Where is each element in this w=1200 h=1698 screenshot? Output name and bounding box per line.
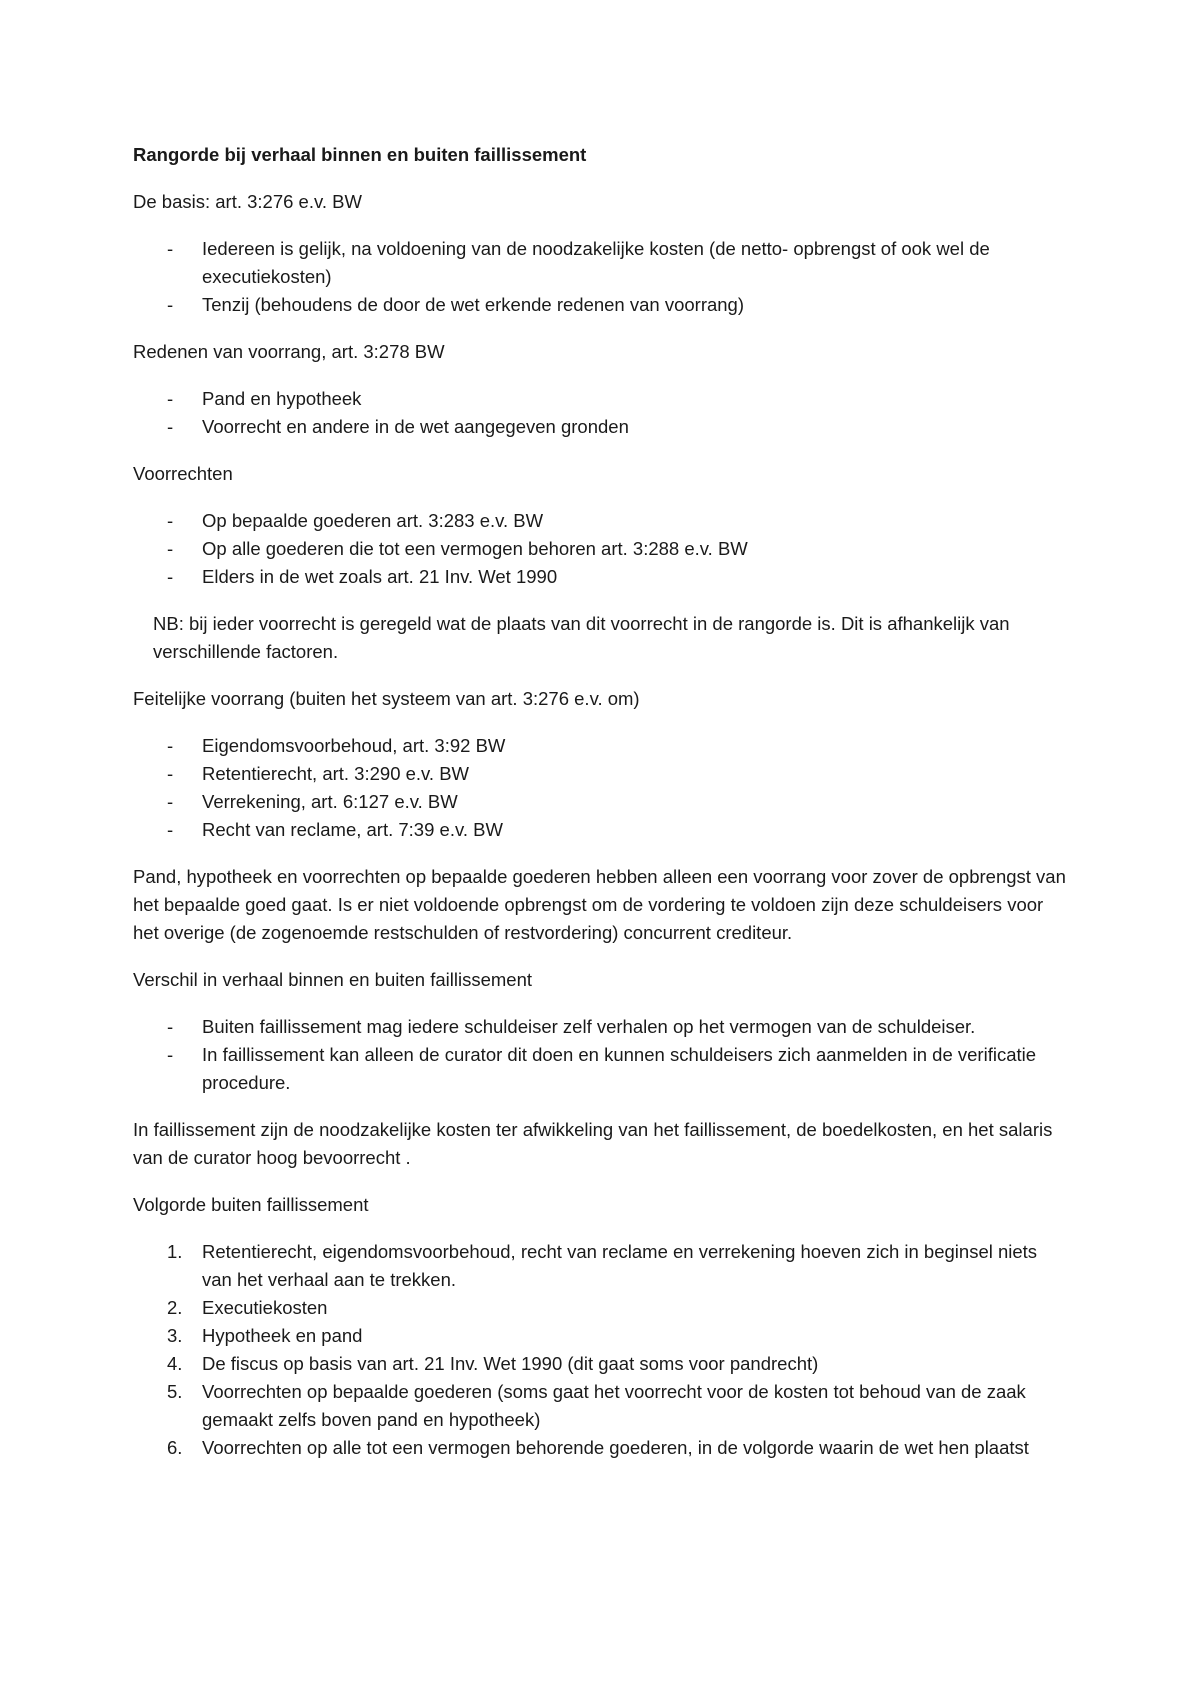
heading-basis: De basis: art. 3:276 e.v. BW xyxy=(133,191,362,212)
list-item-text: Elders in de wet zoals art. 21 Inv. Wet 1990 xyxy=(202,566,558,587)
numbered-item xyxy=(133,1294,1071,1322)
numbered-item-text: Retentierecht, eigendomsvoorbehoud, recht van reclame en verrekening hoeven zich in beginsel niets van het verhaal aan te trekken. xyxy=(202,1241,1038,1290)
list-item xyxy=(133,732,1071,760)
document-title: Rangorde bij verhaal binnen en buiten faillissement xyxy=(133,144,587,165)
list-item-text: Op bepaalde goederen art. 3:283 e.v. BW xyxy=(202,510,544,531)
bullet-marker: - xyxy=(167,388,174,409)
bullet-marker: - xyxy=(167,1016,174,1037)
bullet-marker: - xyxy=(167,566,174,587)
heading-verschil: Verschil in verhaal binnen en buiten faillissement xyxy=(133,969,533,990)
numbered-item xyxy=(133,1378,1071,1434)
list-item xyxy=(133,816,1071,844)
bullet-marker: - xyxy=(167,1044,174,1065)
list-item-text: Op alle goederen die tot een vermogen behoren art. 3:288 e.v. BW xyxy=(202,538,748,559)
bullet-marker: - xyxy=(167,819,174,840)
numbered-item-text: De fiscus op basis van art. 21 Inv. Wet 1990 (dit gaat soms voor pandrecht) xyxy=(202,1353,819,1374)
document-body xyxy=(133,141,1071,1481)
heading-feitelijke-voorrang: Feitelijke voorrang (buiten het systeem van art. 3:276 e.v. om) xyxy=(133,688,640,709)
list-item-text: In faillissement kan alleen de curator dit doen en kunnen schuldeisers zich aanmelden in de verificatie procedure. xyxy=(202,1044,1037,1093)
item-number: 1. xyxy=(167,1241,183,1262)
list-item xyxy=(133,563,1071,591)
numbered-item-text: Voorrechten op bepaalde goederen (soms gaat het voorrecht voor de kosten tot behoud van de zaak gemaakt zelfs boven pand en hypotheek) xyxy=(202,1381,1026,1430)
list-item xyxy=(133,385,1071,413)
list-item-text: Verrekening, art. 6:127 e.v. BW xyxy=(202,791,458,812)
bullet-marker: - xyxy=(167,791,174,812)
list-item xyxy=(133,291,1071,319)
list-item xyxy=(133,235,1071,291)
bullet-list-verschil xyxy=(133,1013,1071,1097)
bullet-marker: - xyxy=(167,416,174,437)
bullet-list-basis xyxy=(133,235,1071,319)
note-voorrechten: NB: bij ieder voorrecht is geregeld wat de plaats van dit voorrecht in de rangorde is. Dit is afhankelijk van verschillende factoren. xyxy=(153,613,1010,662)
list-item-text: Pand en hypotheek xyxy=(202,388,362,409)
bullet-marker: - xyxy=(167,238,174,259)
numbered-item xyxy=(133,1434,1071,1462)
numbered-item-text: Hypotheek en pand xyxy=(202,1325,363,1346)
item-number: 5. xyxy=(167,1381,183,1402)
item-number: 2. xyxy=(167,1297,183,1318)
numbered-list-volgorde xyxy=(133,1238,1071,1462)
heading-voorrechten: Voorrechten xyxy=(133,463,233,484)
numbered-item-text: Executiekosten xyxy=(202,1297,328,1318)
list-item xyxy=(133,788,1071,816)
numbered-item xyxy=(133,1322,1071,1350)
list-item xyxy=(133,760,1071,788)
list-item xyxy=(133,507,1071,535)
bullet-list-redenen xyxy=(133,385,1071,441)
numbered-item xyxy=(133,1350,1071,1378)
item-number: 6. xyxy=(167,1437,183,1458)
list-item-text: Iedereen is gelijk, na voldoening van de noodzakelijke kosten (de netto- opbrengst of ook wel de executiekosten) xyxy=(202,238,990,287)
list-item-text: Buiten faillissement mag iedere schuldeiser zelf verhalen op het vermogen van de schuldeiser. xyxy=(202,1016,976,1037)
list-item xyxy=(133,1041,1071,1097)
list-item-text: Eigendomsvoorbehoud, art. 3:92 BW xyxy=(202,735,506,756)
bullet-list-voorrechten xyxy=(133,507,1071,591)
list-item-text: Retentierecht, art. 3:290 e.v. BW xyxy=(202,763,470,784)
bullet-marker: - xyxy=(167,763,174,784)
heading-volgorde: Volgorde buiten faillissement xyxy=(133,1194,369,1215)
paragraph-boedelkosten: In faillissement zijn de noodzakelijke kosten ter afwikkeling van het faillissement, de boedelkosten, en het salaris van de curator hoog bevoorrecht . xyxy=(133,1119,1053,1168)
item-number: 4. xyxy=(167,1353,183,1374)
heading-redenen: Redenen van voorrang, art. 3:278 BW xyxy=(133,341,445,362)
bullet-marker: - xyxy=(167,510,174,531)
list-item xyxy=(133,1013,1071,1041)
item-number: 3. xyxy=(167,1325,183,1346)
numbered-item-text: Voorrechten op alle tot een vermogen behorende goederen, in de volgorde waarin de wet hen plaatst xyxy=(202,1437,1029,1458)
list-item-text: Recht van reclame, art. 7:39 e.v. BW xyxy=(202,819,503,840)
paragraph-pand-voorrang: Pand, hypotheek en voorrechten op bepaalde goederen hebben alleen een voorrang voor zover de opbrengst van het bepaalde goed gaat. Is er niet voldoende opbrengst om de vordering te voldoen zijn deze schuldeisers voor het overige (de zogenoemde restschulden of restvordering) concurrent crediteur. xyxy=(133,866,1066,943)
list-item xyxy=(133,535,1071,563)
bullet-marker: - xyxy=(167,294,174,315)
numbered-item xyxy=(133,1238,1071,1294)
bullet-marker: - xyxy=(167,735,174,756)
list-item xyxy=(133,413,1071,441)
list-item-text: Voorrecht en andere in de wet aangegeven gronden xyxy=(202,416,629,437)
bullet-marker: - xyxy=(167,538,174,559)
bullet-list-feitelijke-voorrang xyxy=(133,732,1071,844)
list-item-text: Tenzij (behoudens de door de wet erkende redenen van voorrang) xyxy=(202,294,745,315)
